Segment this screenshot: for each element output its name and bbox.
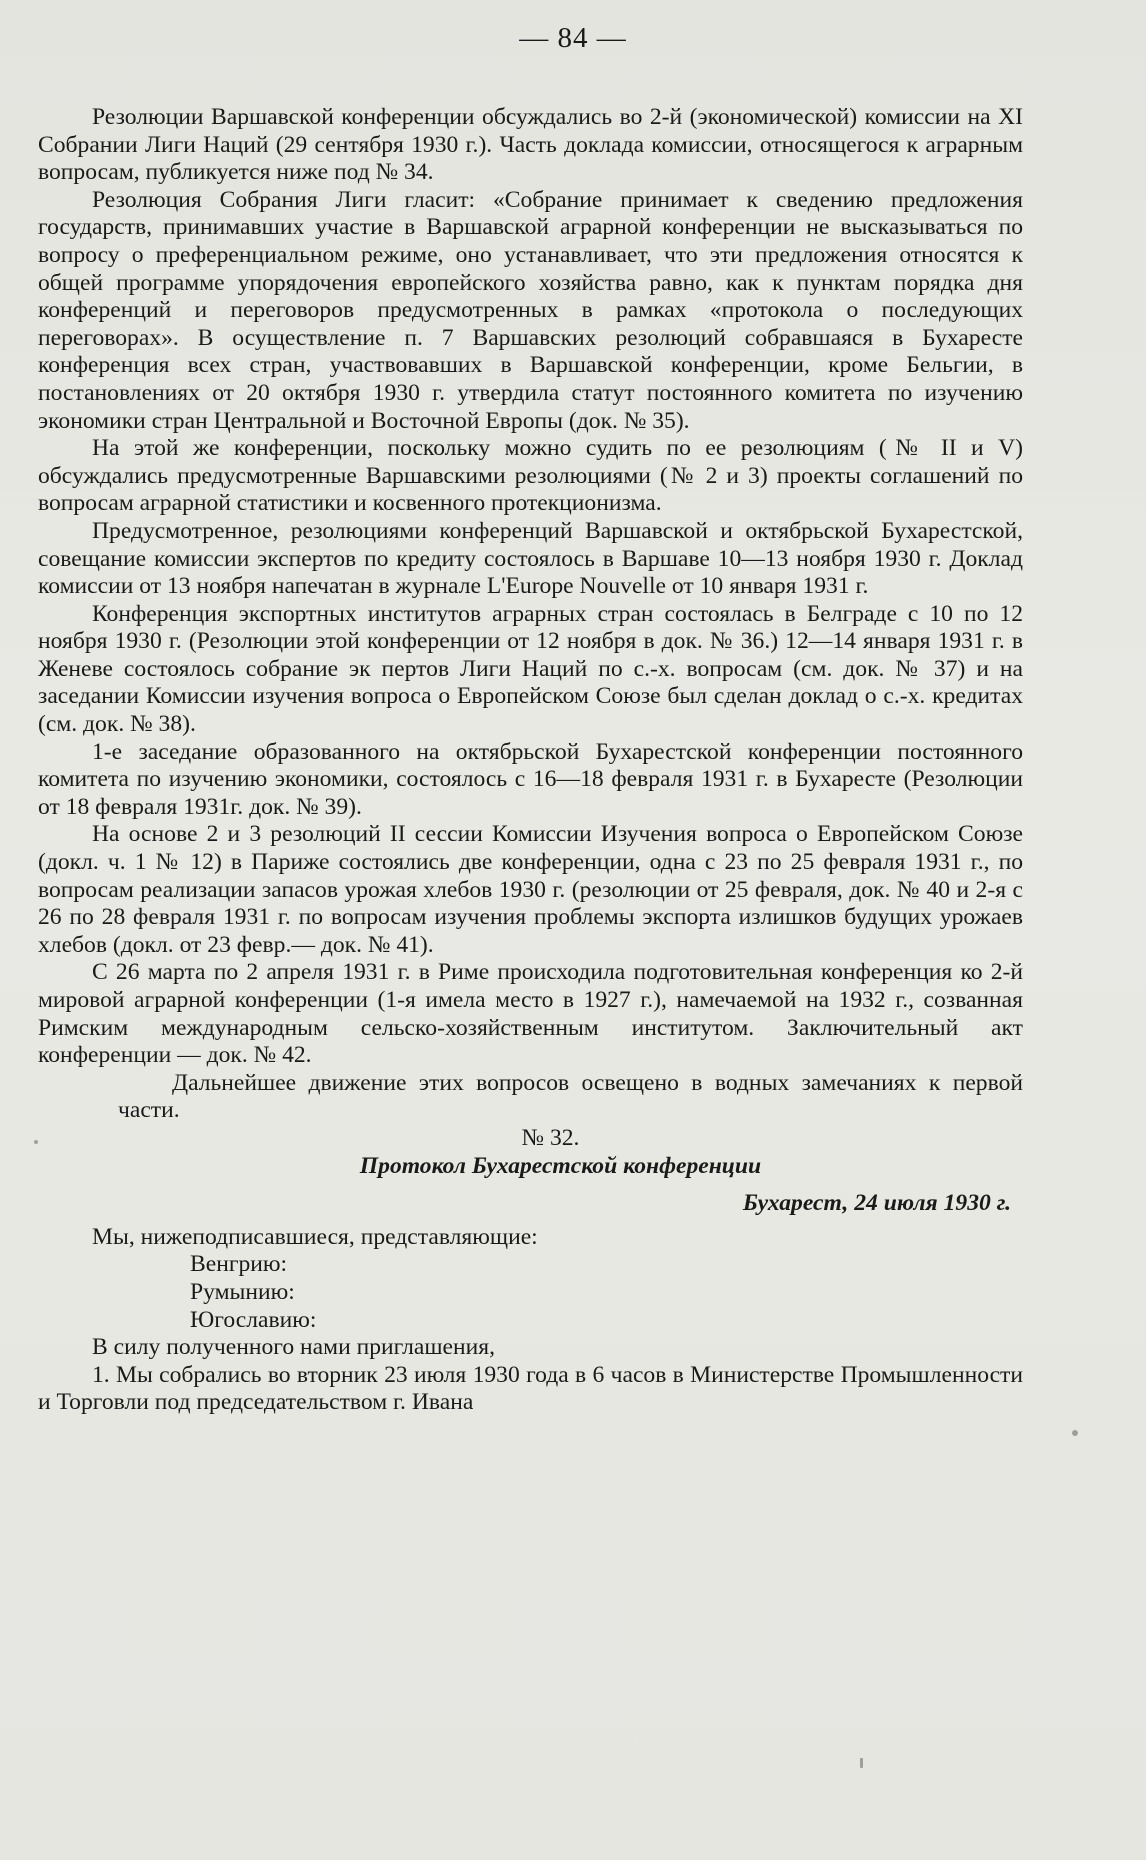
- page-number: — 84 —: [519, 22, 627, 54]
- paragraph-2: Резолюция Собрания Лиги гласит: «Собрание принимает к сведению предложения государств, принимавших участие в Варшавской аграрной конференции не высказываться по вопросу о преференциальном режиме, оно устанавливает, что эти предложения относятся к общей программе упорядочения европейского хозяйства равно, как к пунктам порядка дня конференций и переговоров предусмотренных в рамках «протокола о последующих переговорах». В осуществление п. 7 Варшавских резолюций собравшаяся в Бухаресте конференция всех стран, участвовавших в Варшавской конференции, кроме Бельгии, в постановлениях от 20 октября 1930 г. утвердила статут постоянного комитета по изучению экономики стран Центральной и Восточной Европы (док. № 35).: [38, 186, 1023, 434]
- country-list: [38, 1251, 1023, 1334]
- closing-note: Дальнейшее движение этих вопросов освещено в водных замечаниях к первой части.: [118, 1069, 1023, 1124]
- document-place-date: Бухарест, 24 июля 1930 г.: [742, 1190, 1011, 1217]
- paragraph-3: На этой же конференции, поскольку можно судить по ее резолюциям (№ II и V) обсуждались предусмотренные Варшавскими резолюциями (№ 2 и 3) проекты соглашений по вопросам аграрной статистики и косвенного протекционизма.: [38, 435, 1023, 517]
- paragraph-8: С 26 марта по 2 апреля 1931 г. в Риме происходила подготовительная конференция ко 2-й мировой аграрной конференции (1-я имела место в 1927 г.), намечаемой на 1932 г., созванная Римским международным сельско-хозяйственным институтом. Заключительный акт конференции — док. № 42.: [38, 959, 1023, 1069]
- paragraph-6: 1-е заседание образованного на октябрьской Бухарестской конференции постоянного комитета по изучению экономики, состоялось с 16—18 февраля 1931 г. в Бухаресте (Резолюции от 18 февраля 1931г. док. № 39).: [38, 738, 1023, 820]
- paper-speck: [34, 1140, 38, 1144]
- document-title: Протокол Бухарестской конференции: [359, 1152, 762, 1179]
- paper-speck: [1072, 1430, 1078, 1436]
- paragraph-7: На основе 2 и 3 резолюций II сессии Комиссии Изучения вопроса о Европейском Союзе (докл. ч. 1 № 12) в Париже состоялись две конференции, одна с 23 по 25 февраля 1931 г., по вопросам реализации запасов урожая хлебов 1930 г. (резолюции от 25 февраля, док. № 40 и 2-я с 26 по 28 февраля 1931 г. по вопросам изучения проблемы экспорта излишков будущих урожаев хлебов (докл. от 23 февр.— док. № 41).: [38, 821, 1023, 958]
- paper-speck: [860, 1758, 863, 1768]
- country-hungary: Венгрию:: [190, 1251, 288, 1278]
- paragraph-5: Конференция экспортных институтов аграрных стран состоялась в Белграде с 10 по 12 ноября 1930 г. (Резолюции этой конференции от 12 ноября в док. № 36.) 12—14 января 1931 г. в Женеве состоялось собрание эк пертов Лиги Наций по с.-х. вопросам (см. док. № 37) и на заседании Комиссии изучения вопроса о Европейском Союзе был сделан доклад о с.-х. кредитах (см. док. № 38).: [38, 600, 1023, 738]
- document-item-1: 1. Мы собрались во вторник 23 июля 1930 года в 6 часов в Министерстве Промышленности и Торговли под председательством г. Ивана: [38, 1361, 1023, 1416]
- page-body: [38, 104, 1023, 1417]
- document-number: № 32.: [521, 1124, 580, 1151]
- document-intro: Мы, нижеподписавшиеся, представляющие:: [92, 1223, 538, 1250]
- paragraph-1: Резолюции Варшавской конференции обсуждались во 2-й (экономической) комиссии на XI Собрании Лиги Наций (29 сентября 1930 г.). Часть доклада комиссии, относящегося к аграрным вопросам, публикуется ниже под № 34.: [38, 104, 1023, 186]
- country-yugoslavia: Югославию:: [190, 1306, 317, 1333]
- paragraph-4: Предусмотренное, резолюциями конференций Варшавской и октябрьской Бухарестской, совещание комиссии экспертов по кредиту состоялось в Варшаве 10—13 ноября 1930 г. Доклад комиссии от 13 ноября напечатан в журнале L'Europe Nouvelle от 10 января 1931 г.: [38, 517, 1023, 600]
- country-romania: Румынию:: [190, 1278, 295, 1305]
- document-invitation: В силу полученного нами приглашения,: [92, 1334, 496, 1361]
